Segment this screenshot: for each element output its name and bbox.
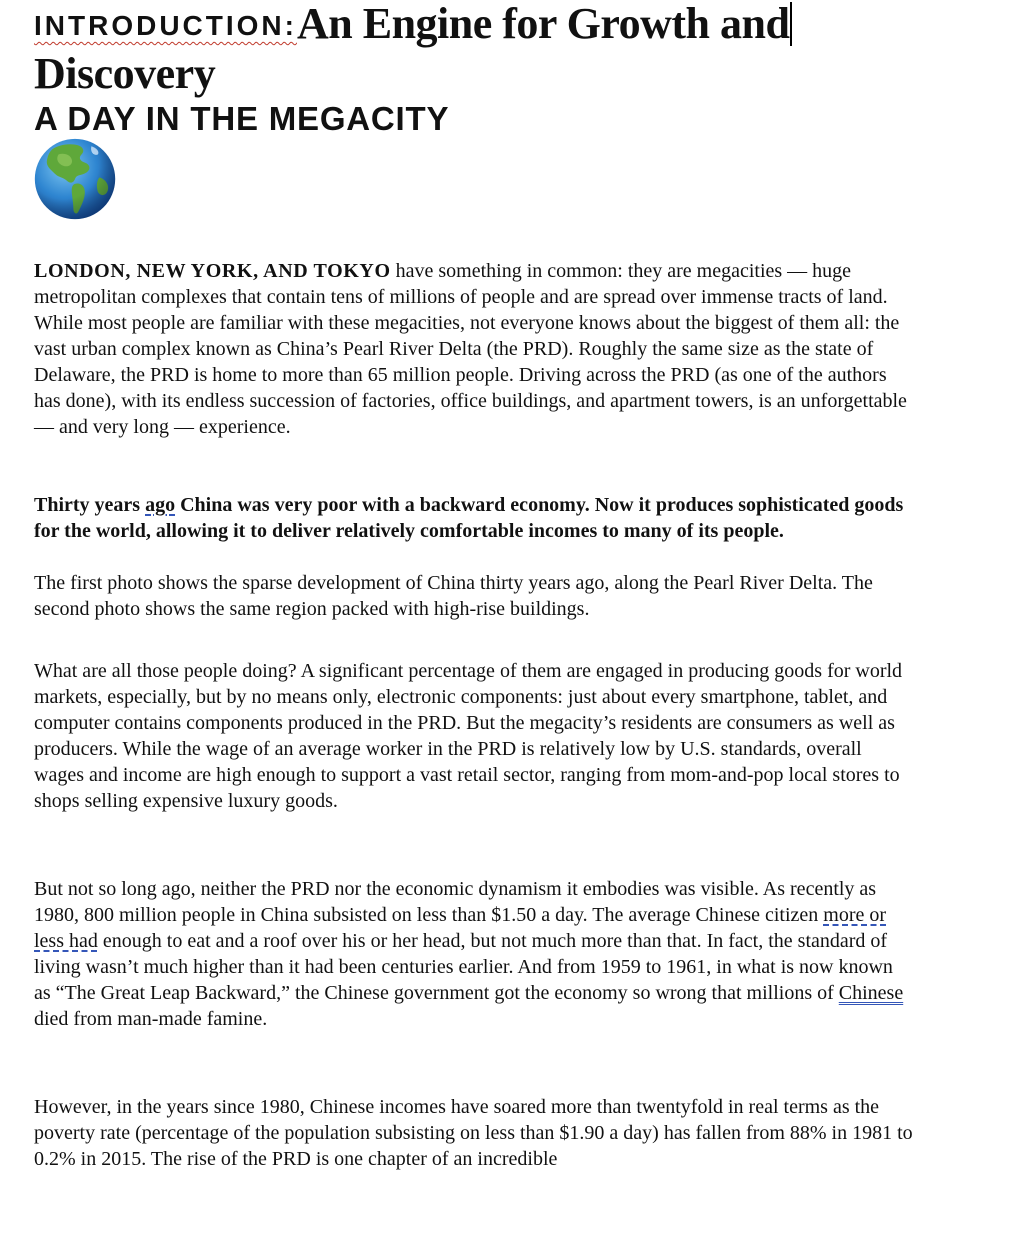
chapter-title[interactable] [34, 2, 792, 46]
grammar-flag-more-or-less[interactable]: more or less had [34, 904, 887, 952]
grammar-flag-ago[interactable]: ago [145, 494, 176, 516]
title-text-line2: Discovery [34, 49, 216, 98]
paragraph-5-text-b: enough to eat and a roof over his or her head, but not much more than that. In fact, the standard of living wasn’t much higher than it had been centuries earlier. And from 1959 to 1961, in what is now known as “The Great Leap Backward,” the Chinese government got the economy so wrong that millions of [34, 930, 893, 1004]
lead-in-text: LONDON, NEW YORK, AND TOKYO [34, 260, 391, 282]
summary-text-a: Thirty years [34, 494, 146, 516]
intro-label: INTRODUCTION: [34, 10, 297, 41]
grammar-flag-chinese[interactable]: Chinese [838, 982, 904, 1004]
paragraph-5-text-c: died from man-made famine. [34, 1008, 268, 1030]
paragraph-4[interactable]: What are all those people doing? A significant percentage of them are engaged in producing goods for world markets, especially, but by no means only, electronic components: just about every smartphone, tablet, and computer contains components produced in the PRD. But the megacity’s residents are consumers as well as producers. While the wage of an average worker in the PRD is relatively low by U.S. standards, overall wages and income are high enough to support a vast retail sector, ranging from mom-and-pop local stores to shops selling expensive luxury goods. [34, 660, 903, 812]
title-text: An Engine for Growth and [296, 0, 790, 48]
text-cursor [790, 2, 792, 46]
paragraph-1[interactable] [34, 258, 914, 440]
summary-text-b: China was very poor with a backward economy. Now it produces sophisticated goods for the world, allowing it to deliver relatively comfortable incomes to many of its people. [34, 494, 904, 542]
paragraph-3[interactable]: The first photo shows the sparse development of China thirty years ago, along the Pearl River Delta. The second photo shows the same region packed with high-rise buildings. [34, 572, 873, 620]
paragraph-1-body: have something in common: they are megacities — huge metropolitan complexes that contain tens of millions of people and are spread over immense tracts of land. While most people are familiar with these megacities, not everyone knows about the biggest of them all: the vast urban complex known as China’s Pearl River Delta (the PRD). Roughly the same size as the state of Delaware, the PRD is home to more than 65 million people. Driving across the PRD (as one of the authors has done), with its endless succession of factories, office buildings, and apartment towers, is an unforgettable — and very long — experience. [34, 260, 907, 438]
paragraph-5-text-a: But not so long ago, neither the PRD nor the economic dynamism it embodies was visible. As recently as 1980, 800 million people in China subsisted on less than $1.50 a day. The average Chinese citizen [34, 878, 877, 926]
globe-icon [34, 138, 116, 220]
paragraph-6[interactable]: However, in the years since 1980, Chinese incomes have soared more than twentyfold in real terms as the poverty rate (percentage of the population subsisting on less than $1.90 a day) has fallen from 88% in 1981 to 0.2% in 2015. The rise of the PRD is one chapter of an incredible [34, 1096, 913, 1170]
section-heading: A DAY IN THE MEGACITY [34, 100, 450, 137]
paragraph-5[interactable] [34, 876, 914, 1032]
paragraph-2-summary[interactable] [34, 492, 914, 544]
